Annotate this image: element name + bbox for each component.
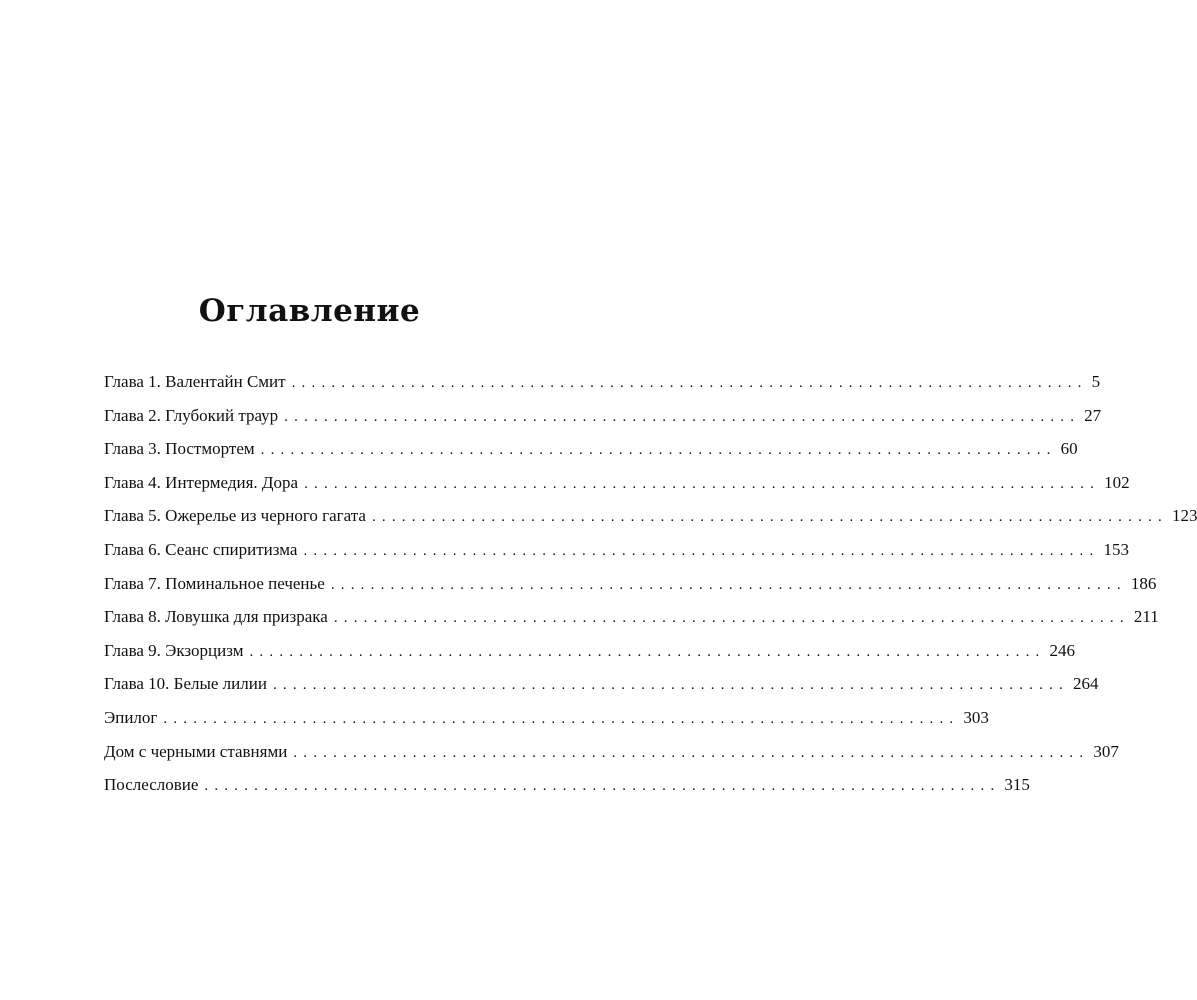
toc-entry [104, 538, 1129, 572]
toc-leader-dots: ................................................................................ [291, 375, 1088, 391]
toc-entry-label: Глава 3. Постмортем [104, 439, 255, 459]
toc-entry-label: Глава 10. Белые лилии [104, 674, 267, 694]
toc-entry-label: Эпилог [104, 707, 158, 727]
toc-leader-dots: ................................................................................ [284, 408, 1081, 425]
toc-entry [104, 672, 1099, 706]
toc-entry [104, 706, 989, 740]
toc-entry-label: Глава 6. Сеанс спиритизма [104, 539, 298, 559]
toc-entry [104, 504, 1197, 538]
toc-entry [104, 740, 1119, 774]
toc-leader-dots: ................................................................................ [371, 509, 1168, 526]
toc-entry [104, 437, 1078, 471]
toc-entry-page: 186 [1130, 573, 1157, 593]
toc-leader-dots: ................................................................................ [304, 475, 1101, 492]
toc-entry-label: Глава 7. Поминальное печенье [104, 573, 325, 593]
toc-entry [104, 471, 1130, 505]
toc-entry-label: Глава 5. Ожерелье из черного гагата [104, 506, 366, 526]
toc-entry-page: 264 [1072, 674, 1099, 694]
toc-entry-label: Глава 4. Интермедия. Дора [104, 472, 299, 492]
toc-entry [104, 404, 1102, 438]
toc-entry-label: Глава 8. Ловушка для призрака [104, 607, 328, 627]
toc-list [104, 370, 1197, 807]
toc-leader-dots: ................................................................................ [260, 442, 1057, 459]
toc-entry [104, 605, 1159, 639]
toc-leader-dots: ................................................................................ [333, 610, 1130, 627]
toc-entry-page: 246 [1049, 640, 1075, 660]
toc-leader-dots: ................................................................................ [330, 576, 1127, 593]
toc-entry [104, 572, 1157, 606]
toc-entry-page: 60 [1060, 439, 1078, 459]
toc-entry-label: Глава 2. Глубокий траур [104, 405, 279, 425]
toc-leader-dots: ................................................................................ [303, 542, 1100, 559]
toc-entry-page: 27 [1084, 405, 1102, 425]
toc-entry-page: 315 [1004, 775, 1030, 795]
toc-entry-page: 5 [1091, 372, 1101, 391]
toc-entry-label: Послесловие [104, 775, 199, 795]
toc-entry-page: 303 [963, 707, 989, 727]
toc-entry [104, 370, 1101, 404]
toc-entry [104, 773, 1030, 807]
toc-title: Оглавление [198, 293, 421, 329]
toc-leader-dots: ................................................................................ [272, 677, 1069, 694]
toc-leader-dots: ................................................................................ [293, 744, 1090, 761]
toc-leader-dots: ................................................................................ [163, 710, 960, 727]
toc-entry-label: Глава 9. Экзорцизм [104, 640, 244, 660]
toc-entry [104, 639, 1075, 673]
toc-entry-page: 153 [1103, 539, 1129, 559]
toc-entry-page: 211 [1133, 607, 1159, 627]
toc-leader-dots: ................................................................................ [204, 778, 1001, 795]
toc-leader-dots: ................................................................................ [249, 643, 1046, 660]
toc-entry-page: 307 [1093, 741, 1119, 761]
toc-entry-page: 123 [1171, 506, 1197, 526]
toc-entry-page: 102 [1104, 472, 1130, 492]
toc-entry-label: Дом с черными ставнями [104, 741, 288, 761]
toc-entry-label: Глава 1. Валентайн Смит [104, 372, 286, 391]
